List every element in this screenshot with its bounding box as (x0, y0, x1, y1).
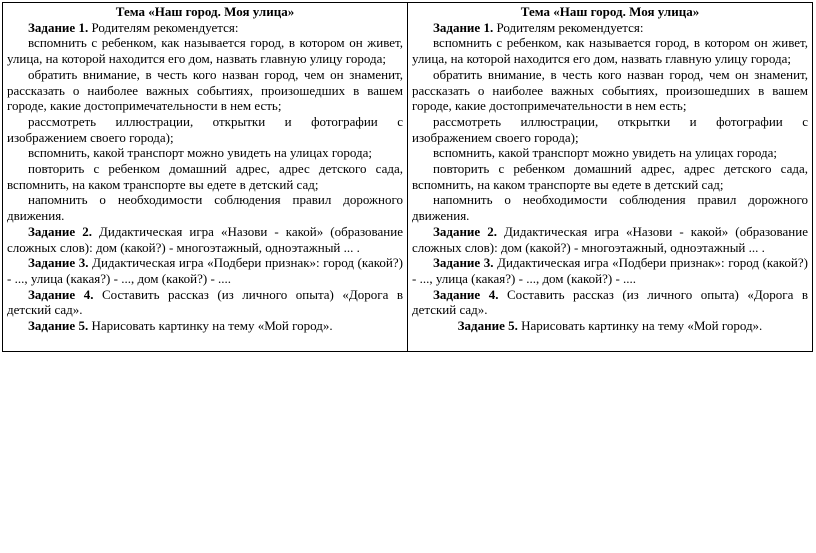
task-text: Составить рассказ (из личного опыта) «Дорога в детский сад». (7, 286, 403, 318)
right-task-1-heading (412, 20, 808, 36)
left-column-cell (3, 3, 408, 352)
left-recommendation-2: обратить внимание, в честь кого назван город, чем он знаменит, рассказать о наиболее важных событиях, произошедших в вашем городе, какие достопримечательности в нем есть; (7, 66, 403, 114)
task-label: Задание 4. (433, 286, 499, 302)
task-text: Нарисовать картинку на тему «Мой город». (517, 318, 763, 334)
left-task-1-heading (7, 20, 403, 36)
left-task-5 (7, 318, 403, 334)
task-text: Нарисовать картинку на тему «Мой город». (88, 318, 333, 334)
table-row (3, 3, 813, 352)
right-column-cell (408, 3, 813, 352)
right-recommendation-5: повторить с ребенком домашний адрес, адрес детского сада, вспомнить, на каком транспорте вы едете в детский сад; (412, 161, 808, 192)
left-recommendation-5: повторить с ребенком домашний адрес, адрес детского сада, вспомнить, на каком транспорте вы едете в детский сад; (7, 161, 403, 192)
right-recommendation-1: вспомнить с ребенком, как называется город, в котором он живет, улица, на которой находится его дом, назвать главную улицу города; (412, 35, 808, 67)
task-text: Дидактическая игра «Подбери признак»: город (какой?) - ..., улица (какая?) - ..., дом (какой?) - .... (412, 255, 808, 286)
right-recommendation-3: рассмотреть иллюстрации, открытки и фотографии с изображением своего города); (412, 113, 808, 145)
right-task-4 (412, 287, 808, 318)
right-recommendation-4: вспомнить, какой транспорт можно увидеть на улицах города; (433, 145, 777, 161)
task-label: Задание 4. (28, 286, 94, 302)
right-task-2 (412, 224, 808, 255)
assignment-table (2, 2, 813, 352)
task-label: Задание 5. (28, 318, 89, 334)
right-recommendation-2: обратить внимание, в честь кого назван город, чем он знаменит, рассказать о наиболее важных событиях, произошедших в вашем городе, какие достопримечательности в нем есть; (412, 66, 808, 114)
task-text: Родителям рекомендуется: (493, 19, 644, 35)
task-text: Дидактическая игра «Назови - какой» (образование сложных слов): дом (какой?) - многоэтажный, одноэтажный ... . (412, 223, 808, 255)
task-label: Задание 5. (457, 318, 518, 334)
left-column-title: Тема «Наш город. Моя улица» (115, 4, 295, 19)
task-text: Составить рассказ (из личного опыта) «Дорога в детский сад». (412, 286, 808, 318)
left-recommendation-1: вспомнить с ребенком, как называется город, в котором он живет, улица, на которой находится его дом, назвать главную улицу города; (7, 35, 403, 67)
task-text: Дидактическая игра «Подбери признак»: город (какой?) - ..., улица (какая?) - ..., дом (какой?) - .... (7, 255, 403, 286)
task-text: Родителям рекомендуется: (88, 19, 239, 35)
left-task-3 (7, 255, 403, 286)
right-column-title: Тема «Наш город. Моя улица» (520, 4, 700, 19)
task-label: Задание 3. (433, 255, 494, 271)
task-label: Задание 2. (433, 223, 497, 239)
right-task-3 (412, 255, 808, 286)
right-task-5 (412, 318, 808, 334)
left-recommendation-6: напомнить о необходимости соблюдения правил дорожного движения. (7, 192, 403, 224)
left-recommendation-4: вспомнить, какой транспорт можно увидеть на улицах города; (28, 145, 372, 161)
left-task-2 (7, 224, 403, 255)
task-text: Дидактическая игра «Назови - какой» (образование сложных слов): дом (какой?) - многоэтажный, одноэтажный ... . (7, 223, 403, 255)
task-label: Задание 1. (433, 19, 494, 35)
left-task-4 (7, 287, 403, 318)
task-label: Задание 3. (28, 255, 89, 271)
task-label: Задание 1. (28, 19, 89, 35)
left-recommendation-3: рассмотреть иллюстрации, открытки и фотографии с изображением своего города); (7, 113, 403, 145)
task-label: Задание 2. (28, 223, 92, 239)
right-recommendation-6: напомнить о необходимости соблюдения правил дорожного движения. (412, 192, 808, 224)
